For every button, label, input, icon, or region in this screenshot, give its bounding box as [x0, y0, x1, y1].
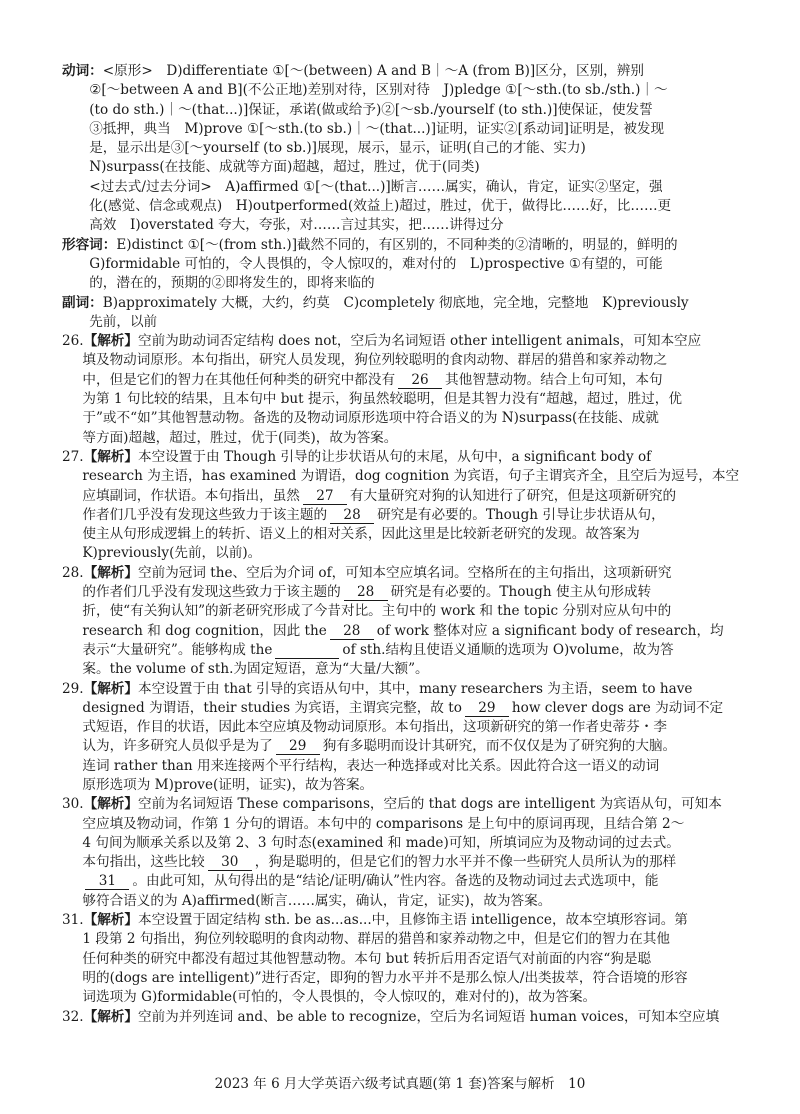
- adv-line-1: 副词：B)approximately 大概，大约，约莫 C)completely 彻底地，完全地，完整地 K)previously: [62, 294, 689, 311]
- item-number: 28.: [62, 564, 84, 581]
- adj-line-3: 的，潜在的，预期的②即将发生的，即将来临的: [89, 275, 375, 292]
- verb-line-8: 化(感觉、信念或观点) H)outperformed(效益上)超过，胜过，优于，做得比……好，比……更: [89, 198, 672, 215]
- verb-line-1: 动词：<原形> D)differentiate ①[～(between) A and B｜～A (from B)]区分，区别，辨别: [62, 63, 644, 79]
- answer-blank: 30: [208, 855, 252, 871]
- analysis-item-31: 31.【解析】本空设置于固定结构 sth. be as...as...中，且修饰主语 intelligence，故本空填形容词。第 1 段第 2 句指出，狗位列较聪明的食肉动物、群居的猎兽和家养动物之中，但是它们的智力在其他 任何种类的研究中都没有超过其他智慧动物。本句 but 转折后用否定语气对前面的内容“狗是聪 明的(dogs are intelligent)”进行否定，即狗的智力水平并不是那么惊人/出类拔萃，符合语境的形容 词选项为 G)formidable(可怕的，令人畏惧的，令人惊叹的，难对付的)，故为答案。: [62, 912, 688, 1006]
- analysis-tag: 【解析】: [83, 796, 138, 813]
- analysis-item-28: 28.【解析】空前为冠词 the、空后为介词 of，可知本空应填名词。空格所在的主句指出，这项新研究 的作者们几乎没有发现这些致力于该主题的 28 研究是有必要的。Though 使主从句形成转 折，使“有关狗认知”的新老研究形成了今昔对比。主句中的 work 和 the topic 分别对应从句中的 research 和 dog cognition，因此 the 28 of work 整体对应 a significant body of research，均 表示“大量研究”。能够构成 the of sth.结构且使语义通顺的选项为 O)volume，故为答 案。the volume of sth.为固定短语，意为“大量/大额”。: [62, 564, 724, 678]
- answer-blank: 27: [303, 489, 347, 505]
- item-number: 27.: [62, 448, 84, 465]
- answer-blank: 29: [465, 701, 509, 717]
- verb-line-2: ②[～between A and B](不公正地)差别对待，区别对待 J)pledge ①[～sth.(to sb./sth.)｜～: [89, 82, 668, 99]
- analysis-tag: 【解析】: [83, 1008, 138, 1025]
- item-number: 32.: [62, 1008, 84, 1025]
- adj-line-1: 形容词：E)distinct ①[～(from sth.)]截然不同的，有区别的，不同种类的②清晰的，明显的，鲜明的: [62, 236, 678, 253]
- answer-blank: 26: [398, 373, 442, 389]
- verb-line-3: (to do sth.)｜～(that...)]保证，承诺(做或给予)②[～sb./yourself (to sth.)]使保证，使发誓: [89, 101, 653, 118]
- item-number: 30.: [62, 796, 84, 813]
- item-number: 26.: [62, 333, 84, 350]
- item-number: 31.: [62, 912, 84, 929]
- answer-blank: 29: [276, 739, 320, 755]
- empty-blank: [275, 643, 339, 659]
- item-number: 29.: [62, 680, 84, 697]
- verb-line-7: <过去式/过去分词> A)affirmed ①[～(that...)]断言……属实，确认，肯定，证实②坚定，强: [89, 178, 663, 195]
- answer-blank: 28: [330, 624, 374, 640]
- page-footer: 2023 年 6 月大学英语六级考试真题(第 1 套)答案与解析 10: [214, 1076, 586, 1092]
- document-page: [62, 62, 762, 1027]
- verbs-label: 动词：: [62, 63, 103, 79]
- analysis-tag: 【解析】: [83, 564, 138, 581]
- analysis-tag: 【解析】: [83, 912, 138, 929]
- vocabulary-section: [62, 62, 762, 332]
- verb-line-5: 是，显示出是③[～yourself (to sb.)]展现，展示，显示，证明(自己的才能、实力): [89, 140, 586, 157]
- analysis-item-30: 30.【解析】空前为名词短语 These comparisons，空后的 that dogs are intelligent 为宾语从句，可知本 空应填及物动词，作第 1 分句的谓语。本句中的 comparisons 是上句中的原词再现，且结合第 2～ 4 句间为顺承关系以及第 2、3 句时态(examined 和 made)可知，所填词应为及物动词的过去式。 本句指出，这些比较 30 ，狗是聪明的，但是它们的智力水平并不像一些研究人员所认为的那样 31 。由此可知，从句得出的是“结论/证明/确认”性内容。备选的及物动词过去式选项中，能 够符合语义的为 A)affirmed(断言……属实，确认，肯定，证实)，故为答案。: [62, 796, 722, 909]
- adjectives-label: 形容词：: [62, 236, 117, 253]
- answer-blank: 31: [85, 874, 129, 890]
- analysis-item-29: 29.【解析】本空设置于由 that 引导的宾语从句中，其中，many researchers 为主语，seem to have designed 为谓语，their studies 为宾语，主谓宾完整，故 to 29 how clever dogs are 为动词不定 式短语，作目的状语，因此本空应填及物动词原形。本句指出，这项新研究的第一作者史蒂芬・李 认为，许多研究人员似乎是为了 29 狗有多聪明而设计其研究，而不仅仅是为了研究狗的大脑。 连词 rather than 用来连接两个平行结构，表达一种选择或对比关系。因此符合这一语义的动词 原形选项为 M)prove(证明，证实)，故为答案。: [62, 680, 724, 793]
- analysis-tag: 【解析】: [83, 448, 138, 465]
- analysis-tag: 【解析】: [83, 333, 138, 350]
- verb-line-9: 高效 I)overstated 夸大，夸张，对……言过其实，把……讲得过分: [89, 217, 504, 234]
- analysis-item-26: 26.【解析】空前为助动词否定结构 does not，空后为名词短语 other intelligent animals，可知本空应 填及物动词原形。本句指出，研究人员发现，狗位列较聪明的食肉动物、群居的猎兽和家养动物之 中，但是它们的智力在其他任何种类的研究中都没有 26 其他智慧动物。结合上句可知，本句 为第 1 句比较的结果，且本句中 but 提示，狗虽然较聪明，但是其智力没有“超越，超过，胜过，优 于”或不“如”其他智慧动物。备选的及物动词原形选项中符合语义的为 N)surpass(在技能、成就 等方面)超越，超过，胜过，优于(同类)，故为答案。: [62, 333, 702, 446]
- analysis-item-27: 27.【解析】本空设置于由 Though 引导的让步状语从句的末尾，从句中，a significant body of research 为主语，has examined 为谓语，dog cognition 为宾语，句子主谓宾齐全，且空后为逗号，本空 应填副词，作状语。本句指出，虽然 27 有大量研究对狗的认知进行了研究，但是这项新研究的 作者们几乎没有发现这些致力于该主题的 28 研究是有必要的。Though 引导让步状语从句， 使主从句形成逻辑上的转折、语义上的相对关系，因此这里是比较新老研究的发现。故答案为 K)previously(先前，以前)。: [62, 448, 740, 562]
- adverbs-label: 副词：: [62, 294, 103, 311]
- answer-blank: 28: [344, 585, 388, 601]
- adj-line-2: G)formidable 可怕的，令人畏惧的，令人惊叹的，难对付的 L)prospective ①有望的，可能: [89, 255, 663, 272]
- verb-line-4: ③抵押，典当 M)prove ①[～sth.(to sb.)｜～(that...)]证明，证实②[系动词]证明是，被发现: [89, 120, 665, 137]
- analysis-item-32: 32.【解析】空前为并列连词 and、be able to recognize，空后为名词短语 human voices，可知本空应填: [62, 1008, 720, 1025]
- verb-line-6: N)surpass(在技能、成就等方面)超越，超过，胜过，优于(同类): [89, 159, 480, 176]
- answer-blank: 28: [330, 508, 374, 524]
- analysis-tag: 【解析】: [83, 680, 138, 697]
- adv-line-2: 先前，以前: [89, 313, 158, 330]
